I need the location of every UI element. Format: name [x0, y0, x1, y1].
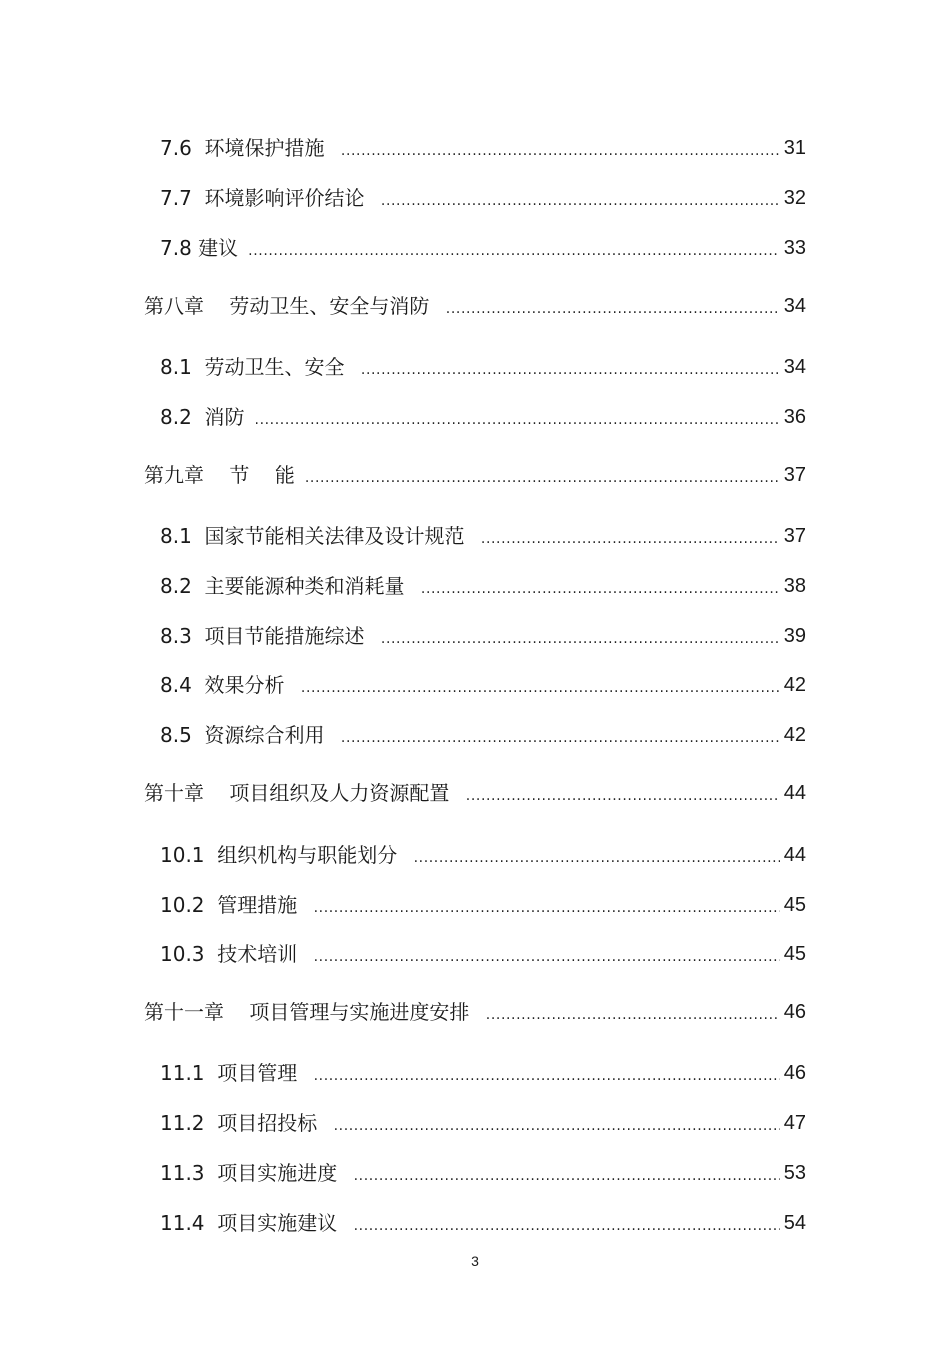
dot-leader: [381, 186, 780, 210]
dot-leader: [248, 236, 780, 260]
dot-leader: [255, 405, 780, 429]
dot-leader: [314, 942, 780, 966]
toc-entry[interactable]: [0, 126, 950, 160]
toc-entry[interactable]: [0, 1151, 950, 1185]
dot-leader: [446, 294, 780, 318]
toc-entry-label: 8.5 资源综合利用: [160, 723, 331, 747]
dot-leader: [301, 673, 780, 697]
dot-leader: [361, 355, 780, 379]
toc-entry[interactable]: [0, 395, 950, 429]
toc-entry-page: 46: [783, 1062, 806, 1084]
toc-entry-label: 11.2 项目招投标: [160, 1111, 324, 1135]
toc-entry-label: 10.2 管理措施: [160, 893, 304, 917]
dot-leader: [466, 781, 780, 805]
toc-entry[interactable]: [0, 514, 950, 548]
toc-chapter[interactable]: [0, 284, 950, 318]
toc-entry-page: 37: [783, 525, 806, 547]
toc-entry-page: 42: [783, 724, 806, 746]
toc-entry-page: 44: [783, 782, 806, 804]
toc-entry-label: 第十一章 项目管理与实施进度安排: [144, 1000, 476, 1024]
dot-leader: [421, 574, 780, 598]
dot-leader: [354, 1211, 780, 1235]
toc-entry[interactable]: [0, 1201, 950, 1235]
toc-entry-label: 7.7 环境影响评价结论: [160, 186, 371, 210]
dot-leader: [354, 1161, 780, 1185]
toc-entry-label: 8.3 项目节能措施综述: [160, 624, 371, 648]
toc-entry[interactable]: [0, 564, 950, 598]
toc-entry-label: 11.4 项目实施建议: [160, 1211, 344, 1235]
toc-entry[interactable]: [0, 932, 950, 966]
toc-entry-page: 34: [783, 295, 806, 317]
toc-entry[interactable]: [0, 345, 950, 379]
toc-entry[interactable]: [0, 1051, 950, 1085]
toc-entry[interactable]: [0, 226, 950, 260]
toc-entry-page: 53: [783, 1162, 806, 1184]
toc-entry[interactable]: [0, 883, 950, 917]
toc-entry-page: 37: [783, 464, 806, 486]
toc-entry[interactable]: [0, 176, 950, 210]
toc-entry-label: 8.2 主要能源种类和消耗量: [160, 574, 411, 598]
toc-entry[interactable]: [0, 614, 950, 648]
toc-entry-label: 8.2 消防: [160, 405, 245, 429]
toc-entry-page: 46: [783, 1001, 806, 1023]
toc-entry-page: 47: [783, 1112, 806, 1134]
toc-chapter[interactable]: [0, 990, 950, 1024]
toc-entry-label: 8.1 劳动卫生、安全: [160, 355, 351, 379]
toc-entry[interactable]: [0, 833, 950, 867]
toc-entry-page: 34: [783, 356, 806, 378]
toc-entry-label: 8.4 效果分析: [160, 673, 291, 697]
toc-entry-page: 44: [783, 844, 806, 866]
toc-entry-page: 45: [783, 894, 806, 916]
page-number: 3: [471, 1253, 479, 1269]
toc-entry-label: 7.8 建议: [160, 236, 239, 260]
dot-leader: [341, 136, 780, 160]
toc-entry-label: 10.3 技术培训: [160, 942, 304, 966]
toc-entry-page: 31: [783, 137, 806, 159]
toc-entry-label: 10.1 组织机构与职能划分: [160, 843, 404, 867]
dot-leader: [305, 463, 780, 487]
toc-chapter[interactable]: [0, 771, 950, 805]
toc-entry-page: 38: [783, 575, 806, 597]
dot-leader: [314, 1061, 780, 1085]
dot-leader: [481, 524, 780, 548]
dot-leader: [334, 1111, 780, 1135]
toc-entry[interactable]: [0, 663, 950, 697]
toc-entry-page: 54: [783, 1212, 806, 1234]
toc-entry-page: 42: [783, 674, 806, 696]
dot-leader: [414, 843, 780, 867]
toc-entry[interactable]: [0, 713, 950, 747]
toc-entry-label: 第八章 劳动卫生、安全与消防: [144, 294, 436, 318]
toc-entry-page: 33: [783, 237, 806, 259]
dot-leader: [341, 723, 780, 747]
toc-entry-label: 11.1 项目管理: [160, 1061, 304, 1085]
toc-entry-label: 第十章 项目组织及人力资源配置: [144, 781, 456, 805]
toc-chapter[interactable]: [0, 453, 950, 487]
toc-entry-label: 7.6 环境保护措施: [160, 136, 331, 160]
toc-entry-page: 32: [783, 187, 806, 209]
dot-leader: [486, 1000, 780, 1024]
toc-entry-page: 45: [783, 943, 806, 965]
dot-leader: [381, 624, 780, 648]
toc-entry-page: 39: [783, 625, 806, 647]
toc-entry-page: 36: [783, 406, 806, 428]
toc-entry[interactable]: [0, 1101, 950, 1135]
toc-entry-label: 第九章 节 能: [144, 463, 295, 487]
dot-leader: [314, 893, 780, 917]
toc-entry-label: 8.1 国家节能相关法律及设计规范: [160, 524, 471, 548]
toc-entry-label: 11.3 项目实施进度: [160, 1161, 344, 1185]
